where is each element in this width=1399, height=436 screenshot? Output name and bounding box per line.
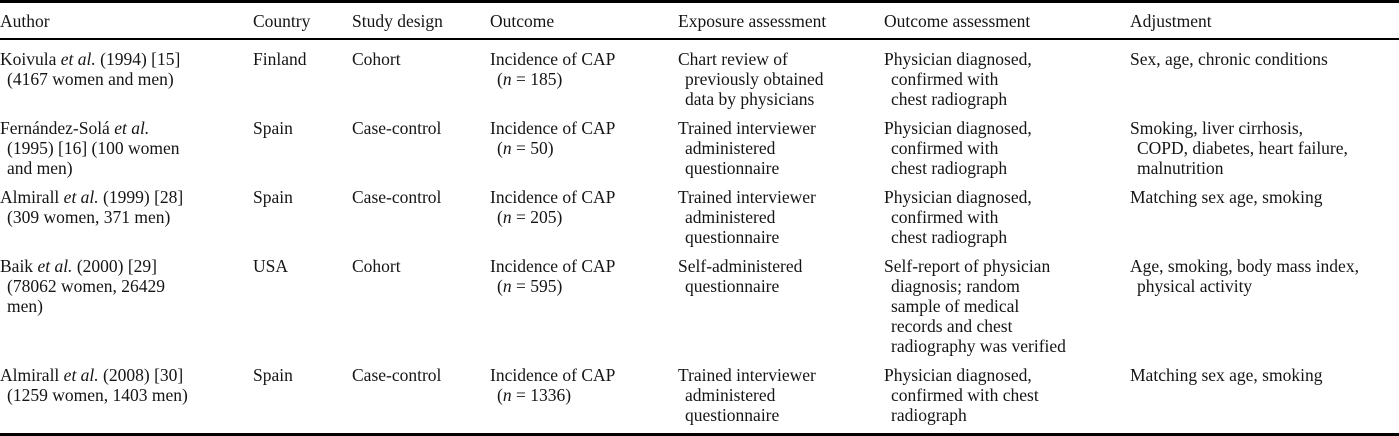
cell-author: Fernández-Solá et al. (1995) [16] (100 women and men): [0, 118, 180, 178]
table-row-baik-2000: [0, 247, 1399, 356]
cell-exposure-assessment: Trained interviewer administered questionnaire: [678, 187, 816, 247]
table-row-fernandez-sola-1995: [0, 109, 1399, 178]
table-row-almirall-1999: [0, 178, 1399, 247]
cell-author: Baik et al. (2000) [29] (78062 women, 26429 men): [0, 256, 165, 316]
cell-outcome-assessment: Physician diagnosed, confirmed with chest radiograph: [884, 118, 1032, 178]
cell-author: Koivula et al. (1994) [15] (4167 women and men): [0, 49, 181, 89]
cell-adjustment: Age, smoking, body mass index, physical activity: [1130, 256, 1359, 296]
cell-country: USA: [253, 256, 289, 276]
cell-adjustment: Sex, age, chronic conditions: [1130, 49, 1328, 69]
cell-author: Almirall et al. (2008) [30] (1259 women, 1403 men): [0, 365, 188, 405]
col-header-study-design: Study design: [352, 2, 490, 40]
cell-outcome: Incidence of CAP (n = 205): [490, 187, 616, 227]
cell-outcome-assessment: Physician diagnosed, confirmed with chest radiograph: [884, 187, 1032, 247]
cell-country: Spain: [253, 118, 293, 138]
cell-outcome-assessment: Physician diagnosed, confirmed with chest radiograph: [884, 49, 1032, 109]
cell-outcome-assessment: Self-report of physician diagnosis; random sample of medical records and chest radiography was verified: [884, 256, 1066, 356]
cell-outcome: Incidence of CAP (n = 1336): [490, 365, 616, 405]
cell-country: Finland: [253, 49, 307, 69]
cell-outcome: Incidence of CAP (n = 50): [490, 118, 616, 158]
cell-study-design: Case-control: [352, 187, 442, 207]
col-header-author: Author: [0, 2, 253, 40]
cell-adjustment: Smoking, liver cirrhosis, COPD, diabetes, heart failure, malnutrition: [1130, 118, 1348, 178]
col-header-outcome: Outcome: [490, 2, 678, 40]
cell-study-design: Cohort: [352, 256, 401, 276]
col-header-exposure-assessment: Exposure assessment: [678, 2, 884, 40]
cell-country: Spain: [253, 187, 293, 207]
col-header-outcome-assessment: Outcome assessment: [884, 2, 1130, 40]
cell-outcome: Incidence of CAP (n = 185): [490, 49, 616, 89]
table-row-almirall-2008: [0, 356, 1399, 435]
table-header-row: [0, 2, 1399, 40]
col-header-adjustment: Adjustment: [1130, 2, 1399, 40]
cell-exposure-assessment: Self-administered questionnaire: [678, 256, 803, 296]
cell-country: Spain: [253, 365, 293, 385]
cell-exposure-assessment: Trained interviewer administered questionnaire: [678, 365, 816, 425]
cell-study-design: Case-control: [352, 365, 442, 385]
cell-adjustment: Matching sex age, smoking: [1130, 187, 1323, 207]
cell-study-design: Case-control: [352, 118, 442, 138]
col-header-country: Country: [253, 2, 352, 40]
table-row-koivula-1994: [0, 39, 1399, 109]
cell-exposure-assessment: Chart review of previously obtained data by physicians: [678, 49, 824, 109]
cell-outcome-assessment: Physician diagnosed, confirmed with chest radiograph: [884, 365, 1039, 425]
cell-exposure-assessment: Trained interviewer administered questionnaire: [678, 118, 816, 178]
cell-adjustment: Matching sex age, smoking: [1130, 365, 1323, 385]
cell-author: Almirall et al. (1999) [28] (309 women, 371 men): [0, 187, 184, 227]
cell-study-design: Cohort: [352, 49, 401, 69]
cell-outcome: Incidence of CAP (n = 595): [490, 256, 616, 296]
